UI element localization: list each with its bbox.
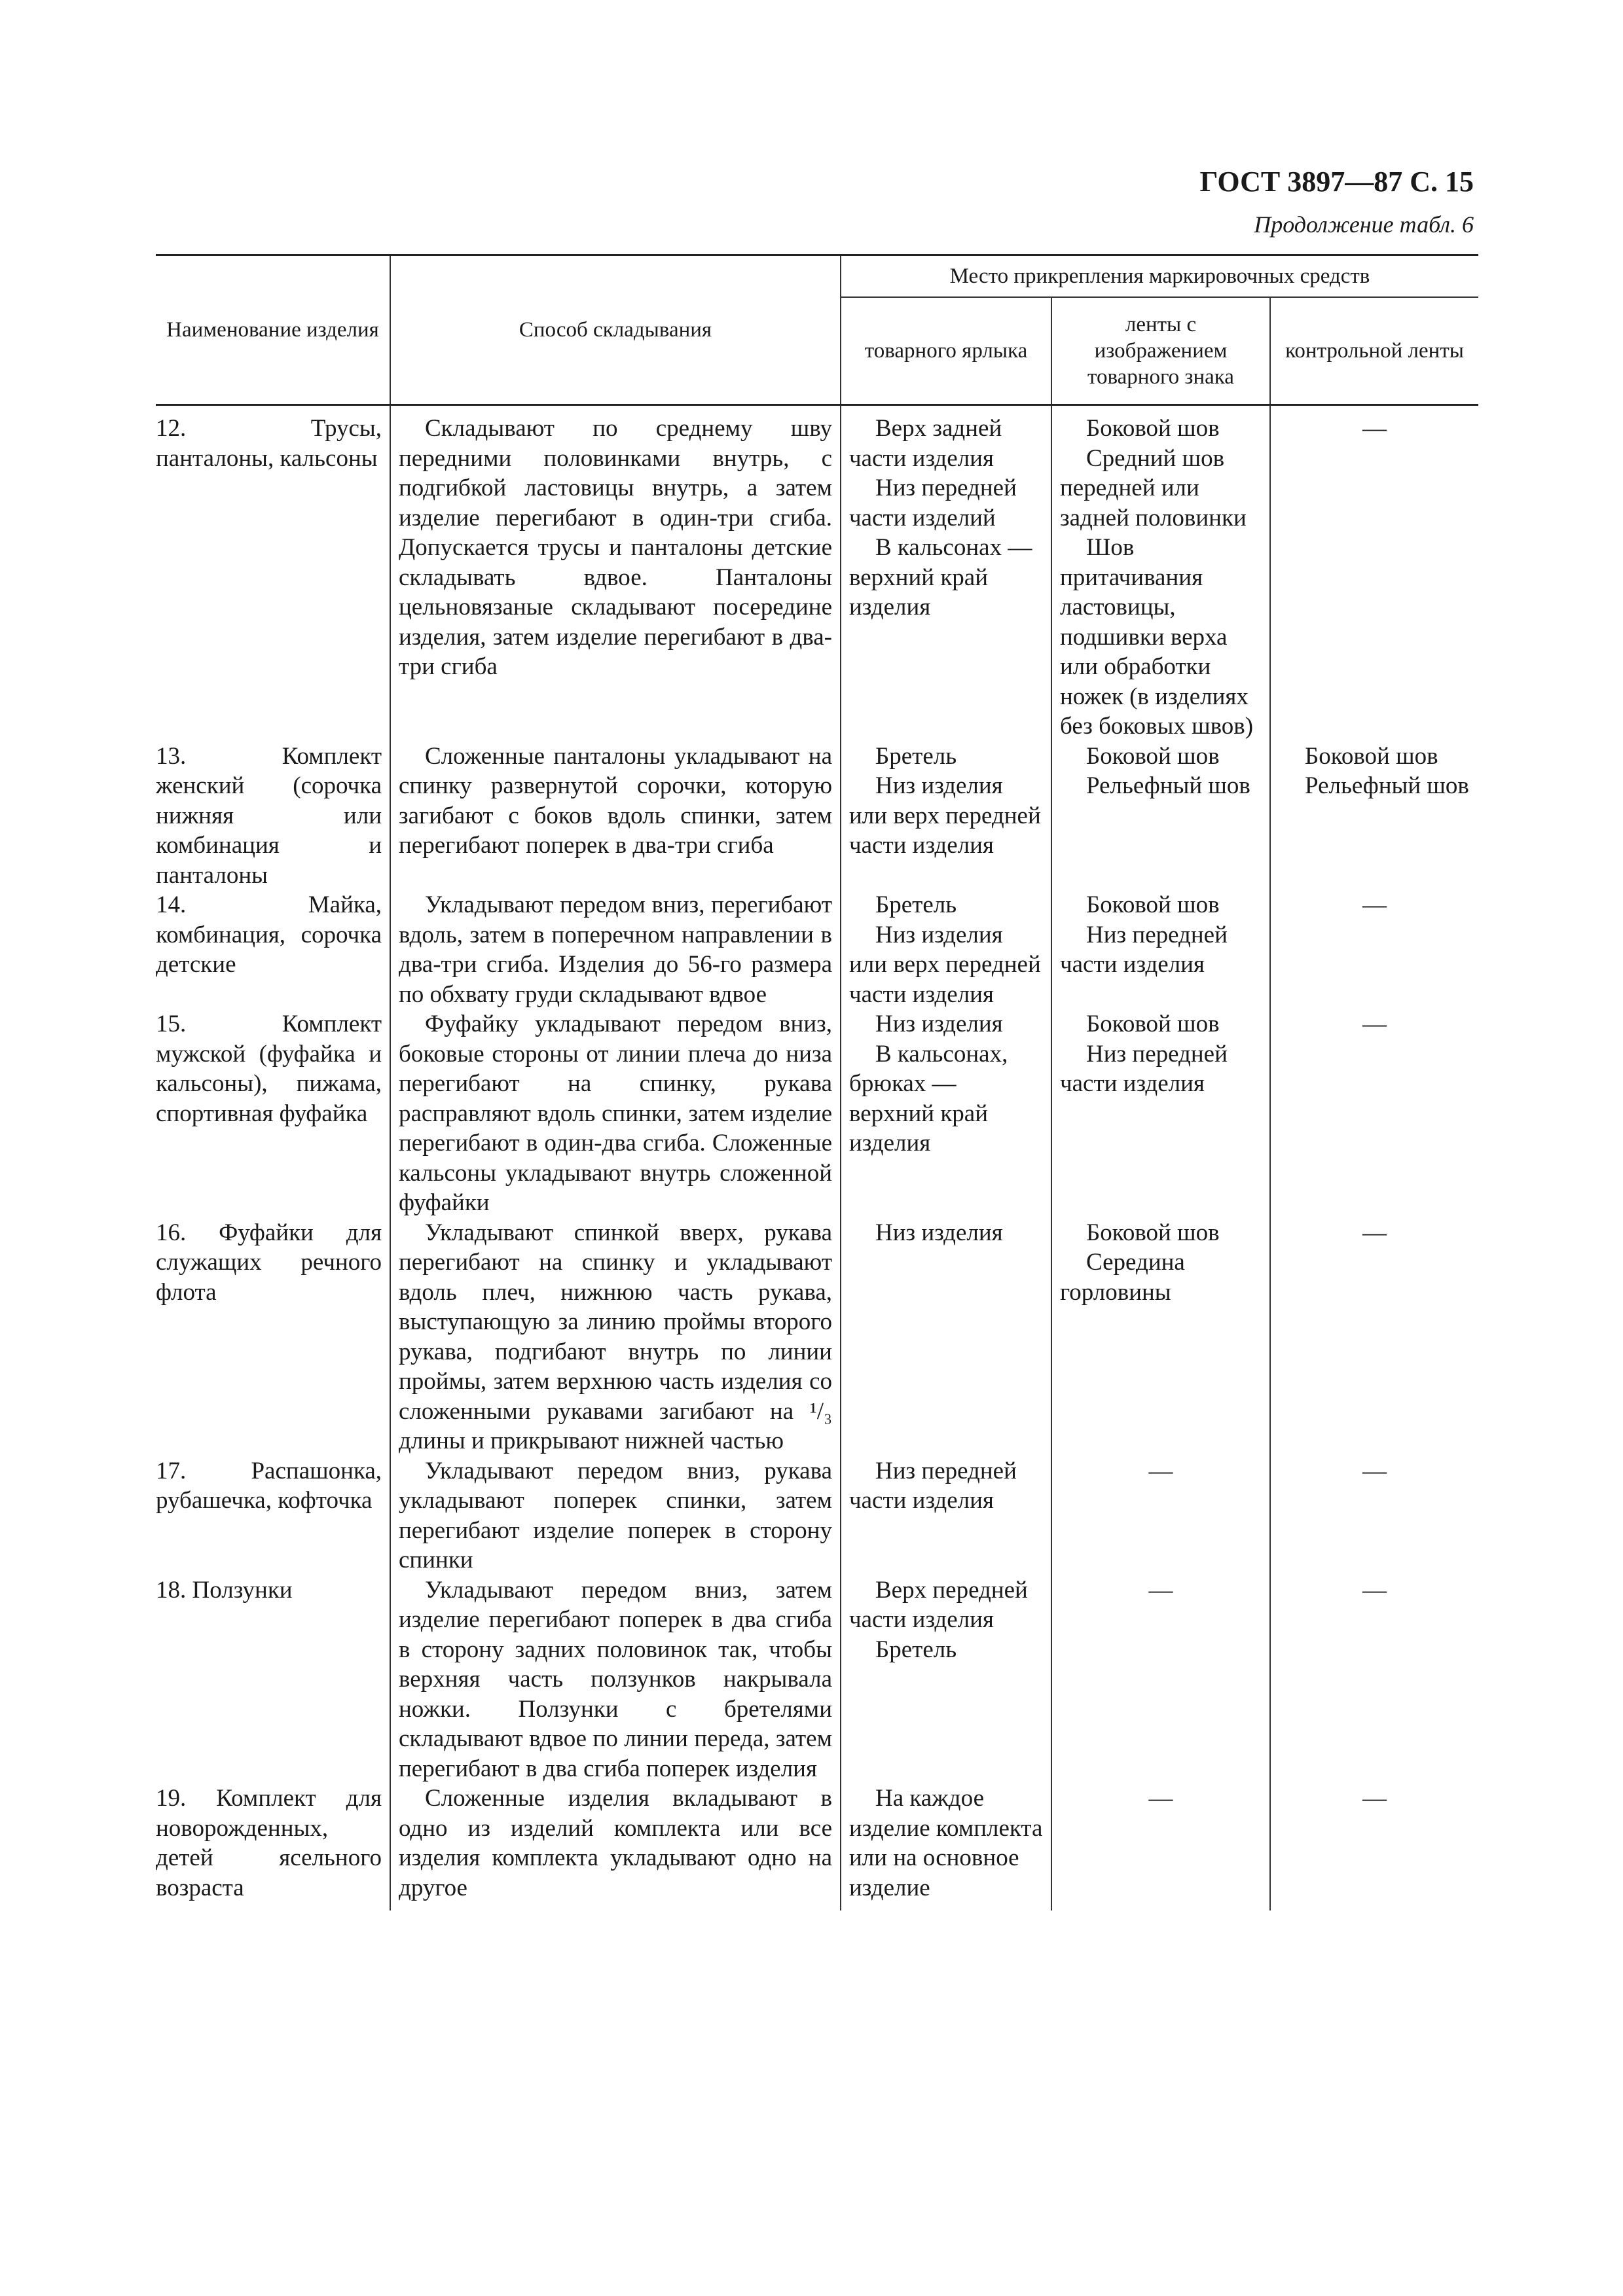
folding-method-text: Фуфайку укладывают передом вниз, боковые стороны от линии плеча до низа перегибают на спинку, рукава расправляют вдоль спинки, затем изделие перегибают в один-два сгиба. Сложенные кальсоны укладывают внутрь сложенной фуфайки <box>399 1011 832 1216</box>
table-row <box>156 405 1478 742</box>
page-header <box>1199 164 1474 242</box>
tape-location-entry: Боковой шов <box>1086 1011 1220 1037</box>
folding-method-text: Сложенные изделия вкладывают в одно из изделий комплекта или все изделия комплекта укладывают одно на другое <box>399 1785 832 1901</box>
control-tape-cell <box>1270 1009 1478 1218</box>
label-location-cell <box>841 1009 1051 1218</box>
label-location-entry: Низ изделия или верх передней части изделия <box>849 921 1041 1008</box>
control-tape-cell <box>1270 742 1478 891</box>
tape-location-cell <box>1051 1009 1270 1218</box>
product-name-cell: 17. Распашонка, рубашечка, кофточка <box>156 1456 390 1575</box>
tape-location-entry: Середина горловины <box>1060 1249 1185 1306</box>
tape-location-entry: Рельефный шов <box>1086 772 1250 799</box>
product-name-cell: 16. Фуфайки для служащих речного флота <box>156 1218 390 1456</box>
tape-location-cell <box>1051 405 1270 742</box>
product-name-cell: 18. Ползунки <box>156 1575 390 1784</box>
label-location-entry: На каждое изделие комплекта или на основное изделие <box>849 1785 1043 1901</box>
control-tape-entry: — <box>1362 1576 1387 1604</box>
table-row <box>156 1009 1478 1218</box>
tape-location-entry: Боковой шов <box>1086 415 1220 442</box>
folding-method-text: Укладывают передом вниз, перегибают вдоль, затем в поперечном направлении в два-три сгиба. Изделия до 56-го размера по обхвату груди складывают вдвое <box>399 891 832 1008</box>
tape-location-entry: — <box>1148 1576 1173 1604</box>
label-location-cell <box>841 1218 1051 1456</box>
folding-method-cell <box>390 1575 841 1784</box>
tape-location-entry: Боковой шов <box>1086 1219 1220 1246</box>
label-location-entry: Верх передней части изделия <box>849 1576 1028 1633</box>
tape-location-entry: Низ передней части изделия <box>1060 1040 1228 1097</box>
table-row <box>156 890 1478 1009</box>
label-location-cell <box>841 1575 1051 1784</box>
table-row <box>156 1784 1478 1910</box>
label-location-cell <box>841 1784 1051 1910</box>
document-title: ГОСТ 3897—87 С. 15 <box>1199 166 1474 198</box>
tape-location-cell <box>1051 1784 1270 1910</box>
control-tape-entry: — <box>1362 1457 1387 1484</box>
tape-location-cell <box>1051 1218 1270 1456</box>
folding-method-cell <box>390 1784 841 1910</box>
tape-location-cell <box>1051 742 1270 891</box>
tape-location-entry: Средний шов передней или задней половинки <box>1060 444 1247 531</box>
label-location-entry: Низ изделия или верх передней части изделия <box>849 772 1041 859</box>
tape-location-cell <box>1051 1575 1270 1784</box>
tape-location-cell <box>1051 890 1270 1009</box>
column-header-label: товарного ярлыка <box>841 297 1051 405</box>
label-location-entry: Бретель <box>875 891 957 918</box>
column-header-control: контрольной ленты <box>1270 297 1478 405</box>
product-name-cell: 15. Комплект мужской (фуфайка и кальсоны), пижама, спортивная фуфайка <box>156 1009 390 1218</box>
label-location-cell <box>841 742 1051 891</box>
folding-method-cell <box>390 742 841 891</box>
label-location-entry: Низ передней части изделий <box>849 475 1017 531</box>
control-tape-cell <box>1270 890 1478 1009</box>
folding-method-cell <box>390 1009 841 1218</box>
label-location-cell <box>841 890 1051 1009</box>
product-name-cell: 13. Комплект женский (сорочка нижняя или комбинация и панталоны <box>156 742 390 891</box>
table-body <box>156 405 1478 1911</box>
control-tape-entry: — <box>1362 415 1387 442</box>
label-location-cell <box>841 1456 1051 1575</box>
control-tape-entry: — <box>1362 1785 1387 1812</box>
control-tape-cell <box>1270 1218 1478 1456</box>
folding-method-table <box>156 254 1478 1910</box>
label-location-entry: Верх задней части изделия <box>849 415 1002 472</box>
table-row <box>156 742 1478 891</box>
label-location-entry: Бретель <box>875 1636 957 1663</box>
folding-method-cell <box>390 1218 841 1456</box>
table-row <box>156 1456 1478 1575</box>
folding-method-text: Укладывают передом вниз, рукава укладывают поперек спинки, затем перегибают изделие поперек в сторону спинки <box>399 1457 832 1573</box>
column-group-header-marking: Место прикрепления маркировочных средств <box>841 255 1478 298</box>
tape-location-entry: — <box>1148 1785 1173 1812</box>
column-header-method: Способ складывания <box>390 255 841 405</box>
control-tape-entry: Рельефный шов <box>1305 772 1469 799</box>
folding-method-text: Сложенные панталоны укладывают на спинку развернутой сорочки, которую загибают с боков вдоль спинки, затем перегибают поперек в два-три сгиба <box>399 742 832 859</box>
control-tape-entry: — <box>1362 1219 1387 1246</box>
table-row <box>156 1218 1478 1456</box>
tape-location-cell <box>1051 1456 1270 1575</box>
control-tape-entry: Боковой шов <box>1305 742 1438 770</box>
product-name-cell: 19. Комплект для новорожденных, детей ясельного возраста <box>156 1784 390 1910</box>
product-name-cell: 12. Трусы, панталоны, кальсоны <box>156 405 390 742</box>
column-header-tape: ленты с изображением товарного знака <box>1051 297 1270 405</box>
control-tape-cell <box>1270 1456 1478 1575</box>
label-location-cell <box>841 405 1051 742</box>
label-location-entry: Низ изделия <box>875 1219 1003 1246</box>
control-tape-cell <box>1270 1575 1478 1784</box>
tape-location-entry: Шов притачивания ластовицы, подшивки верха или обработки ножек (в изделиях без боковых швов) <box>1060 534 1254 740</box>
tape-location-entry: Низ передней части изделия <box>1060 921 1228 978</box>
tape-location-entry: Боковой шов <box>1086 891 1220 918</box>
folding-method-text: Укладывают передом вниз, затем изделие перегибают поперек в два сгиба в сторону задних половинок так, чтобы верхняя часть ползунков накрывала ножки. Ползунки с бретелями складывают вдвое по линии переда, затем перегибают в два сгиба поперек изделия <box>399 1576 832 1782</box>
folding-method-cell <box>390 890 841 1009</box>
tape-location-entry: Боковой шов <box>1086 742 1220 770</box>
control-tape-entry: — <box>1362 891 1387 918</box>
folding-method-text: Укладывают спинкой вверх, рукава перегибают на спинку и укладывают вдоль плеч, нижнюю часть рукава, выступающую за линию проймы второго рукава, подгибают внутрь по линии проймы, затем верхнюю часть изделия со сложенными рукавами загибают на ¹/₃ длины и прикрывают нижней частью <box>399 1219 832 1454</box>
folding-method-cell <box>390 1456 841 1575</box>
column-header-name: Наименование изделия <box>156 255 390 405</box>
product-name-cell: 14. Майка, комбинация, сорочка детские <box>156 890 390 1009</box>
folding-method-cell <box>390 405 841 742</box>
table-continuation-note: Продолжение табл. 6 <box>1254 211 1474 238</box>
control-tape-entry: — <box>1362 1011 1387 1037</box>
table-row <box>156 1575 1478 1784</box>
control-tape-cell <box>1270 405 1478 742</box>
label-location-entry: Бретель <box>875 742 957 770</box>
folding-method-text: Складывают по среднему шву передними половинками внутрь, с подгибкой ластовицы внутрь, а затем изделие перегибают в один-три сгиба. Допускается трусы и панталоны детские складывать вдвое. Панталоны цельновязаные складывают посередине изделия, затем изделие перегибают в два-три сгиба <box>399 415 832 680</box>
label-location-entry: В кальсонах — верхний край изделия <box>849 534 1032 620</box>
tape-location-entry: — <box>1148 1457 1173 1484</box>
label-location-entry: Низ изделия <box>875 1011 1003 1037</box>
label-location-entry: Низ передней части изделия <box>849 1457 1017 1514</box>
label-location-entry: В кальсонах, брюках — верхний край изделия <box>849 1040 1008 1157</box>
control-tape-cell <box>1270 1784 1478 1910</box>
